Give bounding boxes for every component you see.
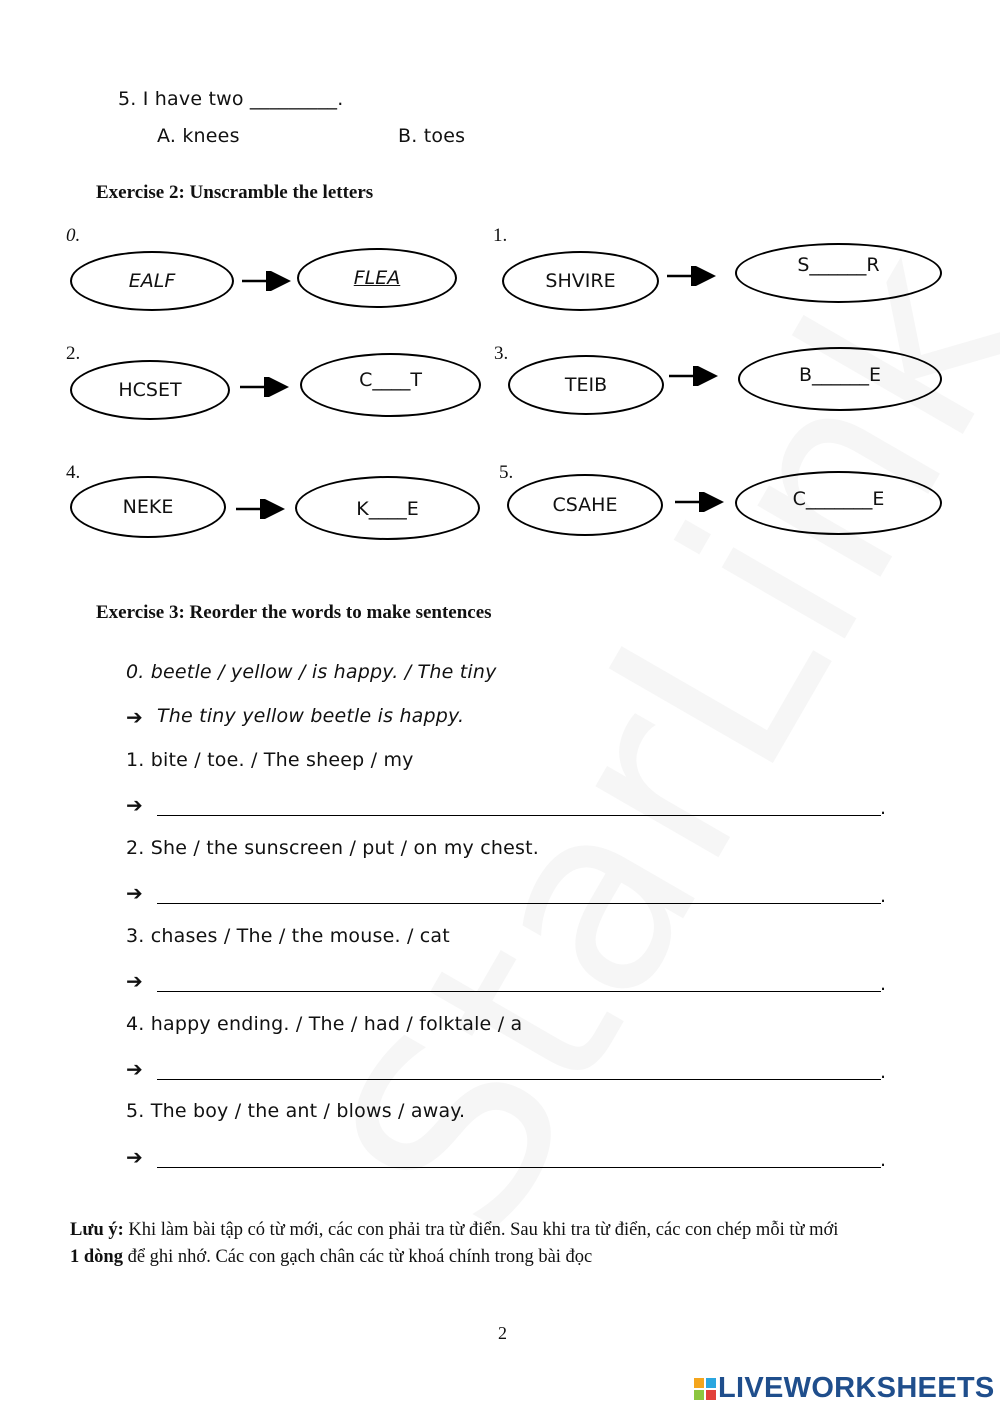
answer-line-1[interactable]	[157, 815, 881, 816]
scrambled-oval	[70, 476, 226, 538]
arrow-bullet-icon: ➔	[126, 969, 143, 993]
answer-oval[interactable]	[300, 353, 481, 417]
prompt-4: 4. happy ending. / The / had / folktale / a	[126, 1013, 523, 1035]
option-b: B. toes	[398, 125, 466, 147]
note-text-2: để ghi nhớ. Các con gạch chân các từ khoá chính trong bài đọc	[122, 1247, 593, 1267]
answer-oval[interactable]	[738, 347, 942, 411]
answer-word: S______R	[797, 254, 880, 276]
answer-oval	[297, 248, 457, 308]
answer-oval[interactable]	[735, 471, 942, 535]
note-paragraph	[70, 1217, 950, 1271]
answer-word: C____T	[359, 369, 422, 391]
scrambled-oval	[507, 474, 663, 536]
answer-word: K____E	[356, 498, 419, 520]
scrambled-word: EALF	[128, 270, 176, 292]
answer-line-3[interactable]	[157, 991, 881, 992]
answer-word: FLEA	[353, 267, 401, 289]
arrow-icon	[665, 266, 721, 286]
arrow-icon	[667, 366, 723, 386]
line-end-period: .	[880, 973, 887, 995]
answer-word: C_______E	[792, 488, 885, 510]
answer-oval[interactable]	[735, 243, 942, 303]
example-answer: The tiny yellow beetle is happy.	[157, 705, 465, 727]
answer-word: B______E	[798, 364, 882, 386]
item-number: 4.	[66, 462, 81, 483]
scrambled-word: SHVIRE	[545, 270, 616, 292]
note-label: Lưu ý:	[70, 1220, 124, 1240]
scrambled-oval	[508, 355, 664, 415]
answer-line-4[interactable]	[157, 1079, 881, 1080]
line-end-period: .	[880, 797, 887, 819]
note-bold: 1 dòng	[70, 1247, 123, 1267]
arrow-bullet-icon: ➔	[126, 705, 143, 729]
scrambled-oval	[70, 360, 230, 420]
arrow-icon	[240, 271, 296, 291]
page-number: 2	[498, 1323, 507, 1343]
prompt-3: 3. chases / The / the mouse. / cat	[126, 925, 450, 947]
item-number: 0.	[66, 225, 81, 246]
brand-name[interactable]: LIVEWORKSHEETS	[718, 1372, 995, 1404]
arrow-icon	[673, 492, 729, 512]
prompt-2: 2. She / the sunscreen / put / on my chest.	[126, 837, 539, 859]
exercise3-title: Exercise 3: Reorder the words to make sentences	[96, 602, 492, 623]
arrow-bullet-icon: ➔	[126, 1145, 143, 1169]
answer-line-5[interactable]	[157, 1167, 881, 1168]
line-end-period: .	[880, 885, 887, 907]
prompt-5: 5. The boy / the ant / blows / away.	[126, 1100, 466, 1122]
line-end-period: .	[880, 1061, 887, 1083]
option-a: A. knees	[157, 125, 240, 147]
liveworksheets-logo-icon	[694, 1378, 716, 1400]
arrow-bullet-icon: ➔	[126, 881, 143, 905]
scrambled-word: TEIB	[564, 374, 608, 396]
arrow-bullet-icon: ➔	[126, 793, 143, 817]
scrambled-word: CSAHE	[552, 494, 618, 516]
scrambled-word: HCSET	[118, 379, 182, 401]
answer-line-2[interactable]	[157, 903, 881, 904]
exercise2-title: Exercise 2: Unscramble the letters	[96, 182, 374, 203]
item-number: 2.	[66, 343, 81, 364]
scrambled-word: NEKE	[122, 496, 174, 518]
note-text-1: Khi làm bài tập có từ mới, các con phải tra từ điển. Sau khi tra từ điển, các con chép mỗi từ mới	[123, 1220, 839, 1240]
answer-oval[interactable]	[295, 476, 480, 540]
arrow-bullet-icon: ➔	[126, 1057, 143, 1081]
example-prompt: 0. beetle / yellow / is happy. / The tiny	[126, 661, 497, 683]
item-number: 5.	[499, 462, 514, 483]
scrambled-oval	[70, 251, 234, 311]
question-5: 5. I have two _________.	[118, 88, 344, 110]
item-number: 1.	[493, 225, 508, 246]
line-end-period: .	[880, 1149, 887, 1171]
scrambled-oval	[502, 251, 659, 311]
arrow-icon	[238, 377, 294, 397]
item-number: 3.	[494, 343, 509, 364]
arrow-icon	[234, 499, 290, 519]
prompt-1: 1. bite / toe. / The sheep / my	[126, 749, 414, 771]
